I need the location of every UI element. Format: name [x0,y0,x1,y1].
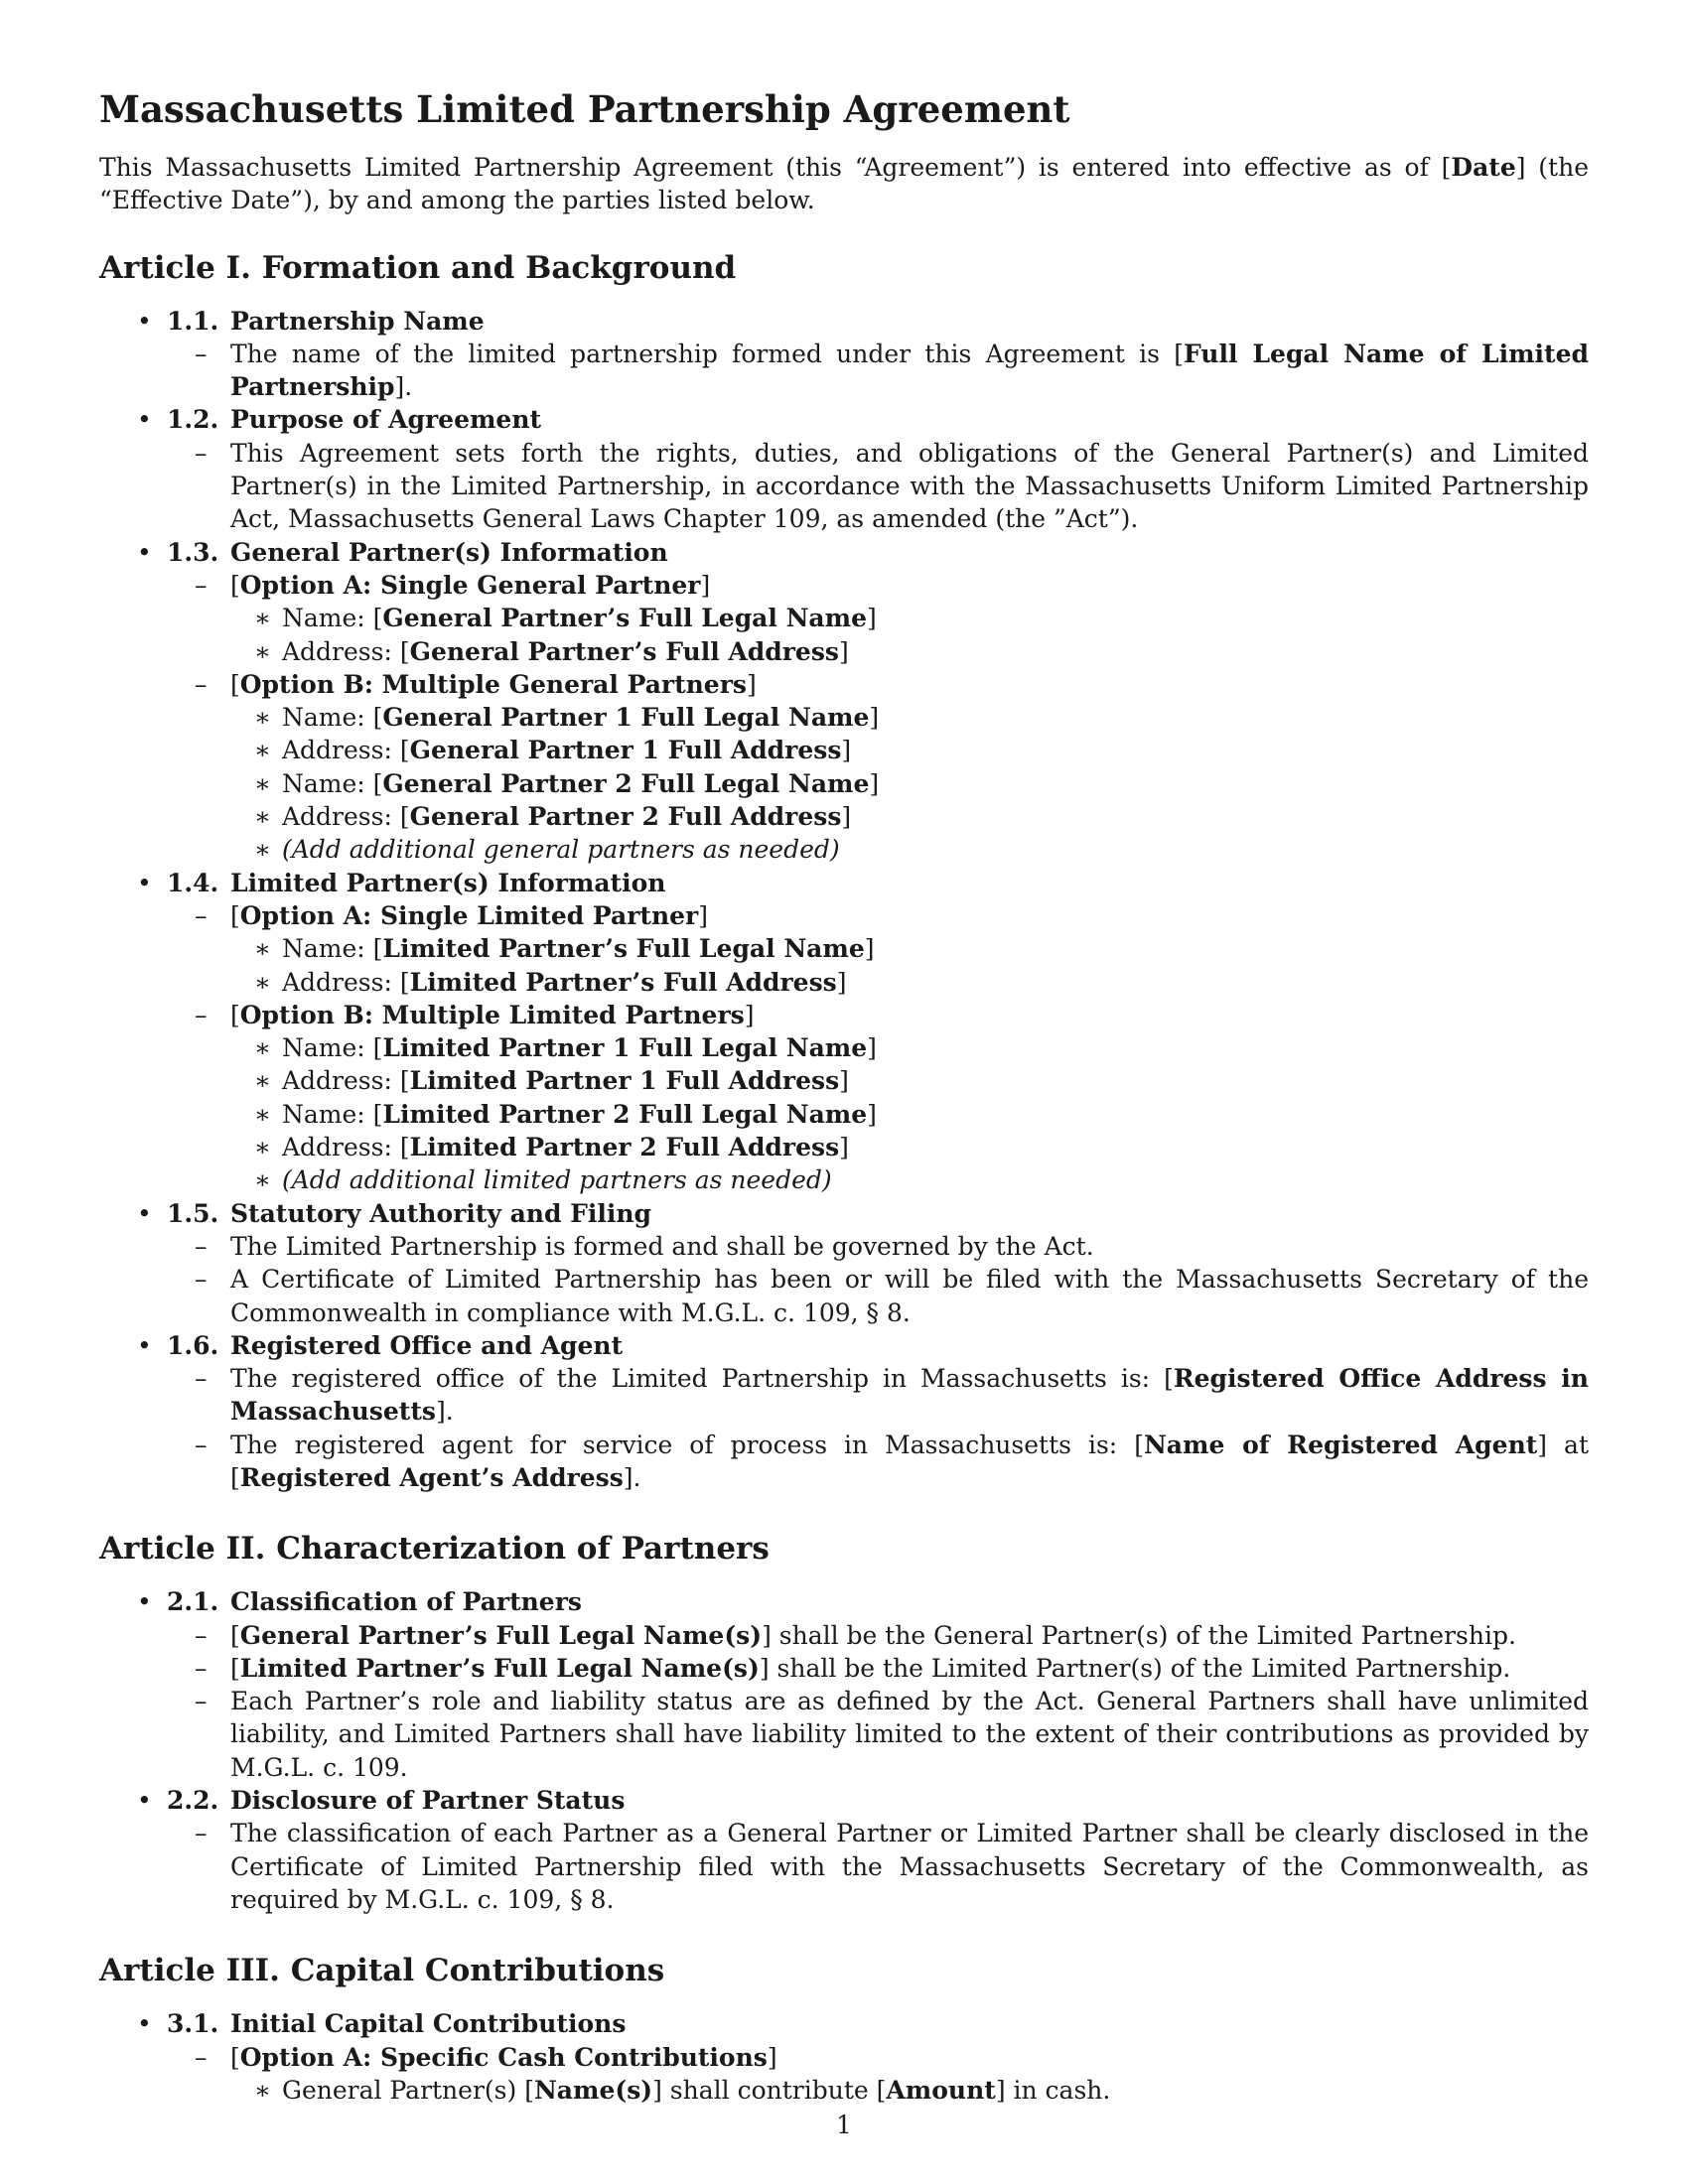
bullet-marker: • [137,1587,152,1617]
section-1-3 [99,536,1589,867]
section-1-5 [99,1197,1589,1329]
list-item: ∗ (Add additional limited partners as needed) [282,1163,1589,1196]
section-title: 1.1. Partnership Name [167,306,485,336]
list-item: – The name of the limited partnership formed under this Agreement is [Full Legal Name of Limited Partnership]. [195,339,1589,402]
bullet-marker: • [137,537,152,567]
section-title: 1.4. Limited Partner(s) Information [167,868,666,897]
list-item: – The classification of each Partner as a General Partner or Limited Partner shall be clearly disclosed in the Certificate of Limited Partnership filed with the Massachusetts Secretary of the Commonwealth, as required by M.G.L. c. 109, § 8. [195,1819,1589,1914]
intro-paragraph: This Massachusetts Limited Partnership Agreement (this “Agreement”) is entered into effective as of [Date] (the “Effective Date”), by and among the parties listed below. [99,153,1589,215]
dash-marker: – [195,339,208,368]
dash-marker: – [195,1687,208,1716]
star-marker: ∗ [254,1165,271,1195]
star-marker: ∗ [254,604,271,633]
list-item: – This Agreement sets forth the rights, duties, and obligations of the General Partner(s) and Limited Partner(s) in the Limited Partnership, in accordance with the Massachusetts Uniform Limited Partnership Act, Massachusetts General Laws Chapter 109, as amended (the ”Act”). [195,438,1589,534]
list-item: – A Certificate of Limited Partnership has been or will be filed with the Massachusetts Secretary of the Commonwealth in compliance with M.G.L. c. 109, § 8. [195,1265,1589,1327]
list-item: – Each Partner’s role and liability status are as defined by the Act. General Partners shall have unlimited liability, and Limited Partners shall have liability limited to the extent of their contributions as provided by M.G.L. c. 109. [195,1687,1589,1782]
bullet-marker: • [137,1786,152,1816]
page-number: 1 [836,2111,852,2139]
list-item: ∗ Name: [Limited Partner’s Full Legal Name] [282,932,1589,965]
list-item: ∗ Name: [General Partner 1 Full Legal Name] [282,701,1589,734]
option-a: – [Option A: Single Limited Partner] ∗ Name: [Limited Partner’s Full Legal Name] ∗ Address: [Limited Partner’s Full Address] [230,899,1589,999]
list-item: – The registered agent for service of process in Massachusetts is: [Name of Registered Agent] at [Registered Agent’s Address]. [195,1430,1589,1492]
dash-marker: – [195,2042,208,2072]
dash-marker: – [195,1000,208,1029]
star-marker: ∗ [254,636,271,666]
dash-marker: – [195,1364,208,1394]
list-item: – The Limited Partnership is formed and shall be governed by the Act. [230,1230,1589,1263]
section-2-1 [99,1585,1589,1784]
section-title: 1.6. Registered Office and Agent [167,1330,624,1360]
list-item: – [General Partner’s Full Legal Name(s)] shall be the General Partner(s) of the Limited Partnership. [230,1619,1589,1652]
article-title: Article II. Characterization of Partners [99,1531,770,1568]
dash-marker: – [195,438,208,468]
star-marker: ∗ [254,1133,271,1162]
star-marker: ∗ [254,934,271,964]
star-marker: ∗ [254,736,271,765]
section-2-2 [99,1784,1589,1916]
section-3-1 [99,2007,1589,2107]
option-b: – [Option B: Multiple Limited Partners] ∗ Name: [Limited Partner 1 Full Legal Name] ∗ Address: [Limited Partner 1 Full Address] ∗ Name: [Limited Partner 2 Full Legal Name] ∗ Address: [Limited Partner 2 Full Address] ∗ (Add additional limited partners as needed) [230,999,1589,1197]
dash-marker: – [195,900,208,930]
bullet-marker: • [137,306,152,336]
date-placeholder: Date [1451,153,1516,182]
list-item: ∗ Name: [General Partner 2 Full Legal Name] [282,767,1589,800]
article-title: Article I. Formation and Background [99,249,737,286]
star-marker: ∗ [254,768,271,798]
option-b: – [Option B: Multiple General Partners] ∗ Name: [General Partner 1 Full Legal Name] ∗ Address: [General Partner 1 Full Address] ∗ Name: [General Partner 2 Full Legal Name] ∗ Address: [General Partner 2 Full Address] ∗ (Add additional general partners as needed) [230,668,1589,867]
article-title: Article III. Capital Contributions [99,1953,665,1989]
bullet-marker: • [137,1330,152,1360]
bullet-marker: • [137,2009,152,2039]
list-item: – [Limited Partner’s Full Legal Name(s)] shall be the Limited Partner(s) of the Limited Partnership. [230,1652,1589,1685]
list-item: ∗ Name: [General Partner’s Full Legal Name] [282,602,1589,634]
bullet-marker: • [137,405,152,435]
list-item: ∗ Address: [Limited Partner 2 Full Address] [282,1131,1589,1163]
section-title: 1.5. Statutory Authority and Filing [167,1198,652,1228]
dash-marker: – [195,1653,208,1683]
dash-marker: – [195,1231,208,1261]
star-marker: ∗ [254,1033,271,1063]
list-item: ∗ Address: [Limited Partner’s Full Address] [282,966,1589,999]
dash-marker: – [195,1430,208,1459]
section-1-1 [99,305,1589,404]
section-1-2 [99,403,1589,535]
option-a: – [Option A: Single General Partner] ∗ Name: [General Partner’s Full Legal Name] ∗ Address: [General Partner’s Full Address] [230,569,1589,668]
list-item: ∗ Address: [General Partner 2 Full Address] [282,800,1589,833]
list-item: – The registered office of the Limited Partnership in Massachusetts is: [Registered Office Address in Massachusetts]. [195,1364,1589,1427]
dash-marker: – [195,669,208,699]
list-item: ∗ Name: [Limited Partner 1 Full Legal Name] [282,1031,1589,1064]
dash-marker: – [195,1620,208,1650]
star-marker: ∗ [254,967,271,997]
star-marker: ∗ [254,1099,271,1129]
list-item: ∗ General Partner(s) [Name(s)] shall contribute [Amount] in cash. [282,2074,1589,2107]
section-1-4 [99,867,1589,1197]
article-2 [99,1530,1589,1916]
section-title: 2.2. Disclosure of Partner Status [167,1786,626,1816]
dash-marker: – [195,570,208,600]
dash-marker: – [195,1265,208,1295]
list-item: ∗ Address: [General Partner 1 Full Address] [282,734,1589,766]
list-item: ∗ (Add additional general partners as needed) [282,833,1589,866]
bullet-marker: • [137,1198,152,1228]
document-page [99,87,1589,2142]
section-title: 2.1. Classification of Partners [167,1587,582,1617]
section-title: 1.3. General Partner(s) Information [167,537,668,567]
star-marker: ∗ [254,2075,271,2105]
list-item: ∗ Address: [General Partner’s Full Address] [282,635,1589,668]
section-title: 3.1. Initial Capital Contributions [167,2009,627,2039]
option-a: – [Option A: Specific Cash Contributions] ∗ General Partner(s) [Name(s)] shall contribute [Amount] in cash. [230,2041,1589,2108]
star-marker: ∗ [254,703,271,733]
section-1-6 [99,1329,1589,1494]
star-marker: ∗ [254,1066,271,1096]
list-item: ∗ Address: [Limited Partner 1 Full Address] [282,1064,1589,1097]
article-3 [99,1952,1589,2107]
article-1 [99,249,1589,1495]
section-title: 1.2. Purpose of Agreement [167,405,542,435]
document-title: Massachusetts Limited Partnership Agreement [99,87,1070,131]
star-marker: ∗ [254,835,271,865]
bullet-marker: • [137,868,152,897]
list-item: ∗ Name: [Limited Partner 2 Full Legal Name] [282,1098,1589,1131]
star-marker: ∗ [254,802,271,832]
dash-marker: – [195,1819,208,1848]
